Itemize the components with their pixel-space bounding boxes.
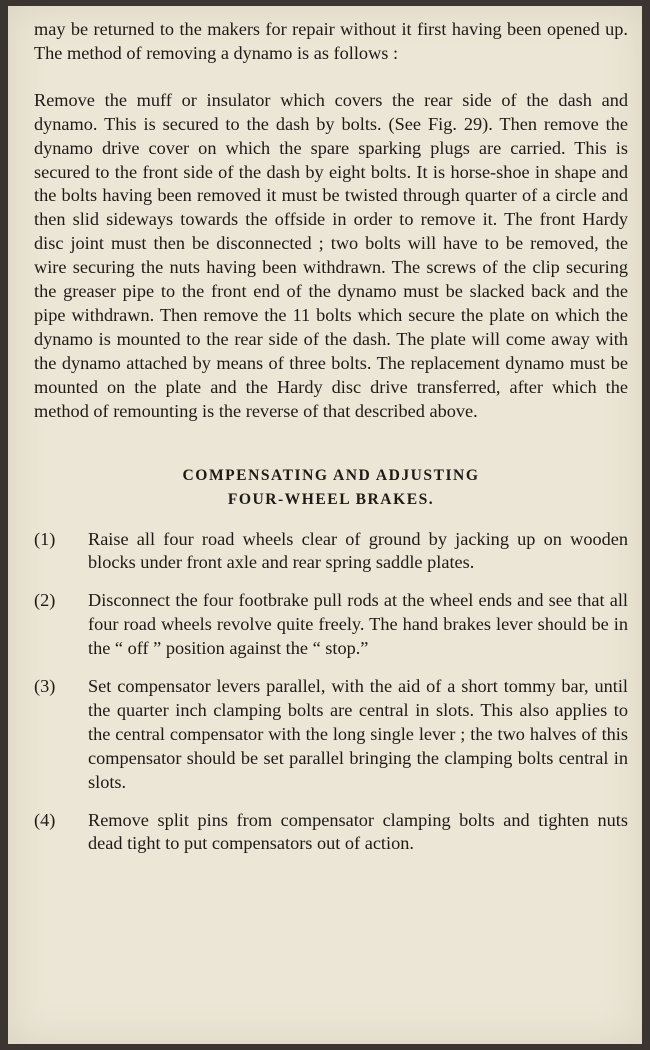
heading-line-2: FOUR-WHEEL BRAKES. [227, 490, 435, 508]
book-page [8, 6, 642, 1044]
list-item [34, 589, 628, 661]
step-text: Disconnect the four footbrake pull rods at the wheel ends and see that all four road wheels revolve quite freely. The hand brakes lever should be in the “ off ” position against the “ stop.” [88, 590, 628, 659]
page-text [34, 18, 628, 870]
step-number: (1) [34, 528, 56, 549]
list-item [34, 809, 628, 857]
paragraph-1: may be returned to the makers for repair without it first having been opened up. The method of removing a dynamo is as follows : [34, 19, 628, 63]
step-number: (4) [34, 809, 56, 830]
step-text: Remove split pins from compensator clamping bolts and tighten nuts dead tight to put compensators out of action. [88, 809, 628, 854]
step-number: (2) [34, 590, 56, 611]
step-text: Set compensator levers parallel, with the aid of a short tommy bar, until the quarter inch clamping bolts are central in slots. This also applies to the central compensator with the long single lever ; the two halves of this compensator should be set parallel bringing the clamping bolts central in slots. [88, 676, 628, 792]
step-text: Raise all four road wheels clear of ground by jacking up on wooden blocks under front axle and rear spring saddle plates. [88, 528, 628, 573]
paragraph-2: Remove the muff or insulator which covers the rear side of the dash and dynamo. This is secured to the dash by bolts. (See Fig. 29). Then remove the dynamo drive cover on which the spare sparking plugs are carried. This is secured to the front side of the dash by eight bolts. It is horse-shoe in shape and the bolts having been removed it must be twisted through quarter of a circle and then slid sideways towards the offside in order to remove it. The front Hardy disc joint must then be disconnected ; two bolts will have to be removed, the wire securing the nuts having been withdrawn. The screws of the clip securing the greaser pipe to the front end of the dynamo must be slacked back and the pipe withdrawn. Then remove the 11 bolts which secure the plate on which the dynamo is mounted to the rear side of the dash. The plate will come away with the dynamo attached by means of three bolts. The replacement dynamo must be mounted on the plate and the Hardy disc drive transferred, after which the method of remounting is the reverse of that described above. [34, 89, 628, 421]
heading-line-1: COMPENSATING AND ADJUSTING [182, 466, 480, 484]
list-item [34, 528, 628, 576]
step-number: (3) [34, 676, 56, 697]
list-item [34, 675, 628, 795]
section-heading [34, 464, 628, 512]
